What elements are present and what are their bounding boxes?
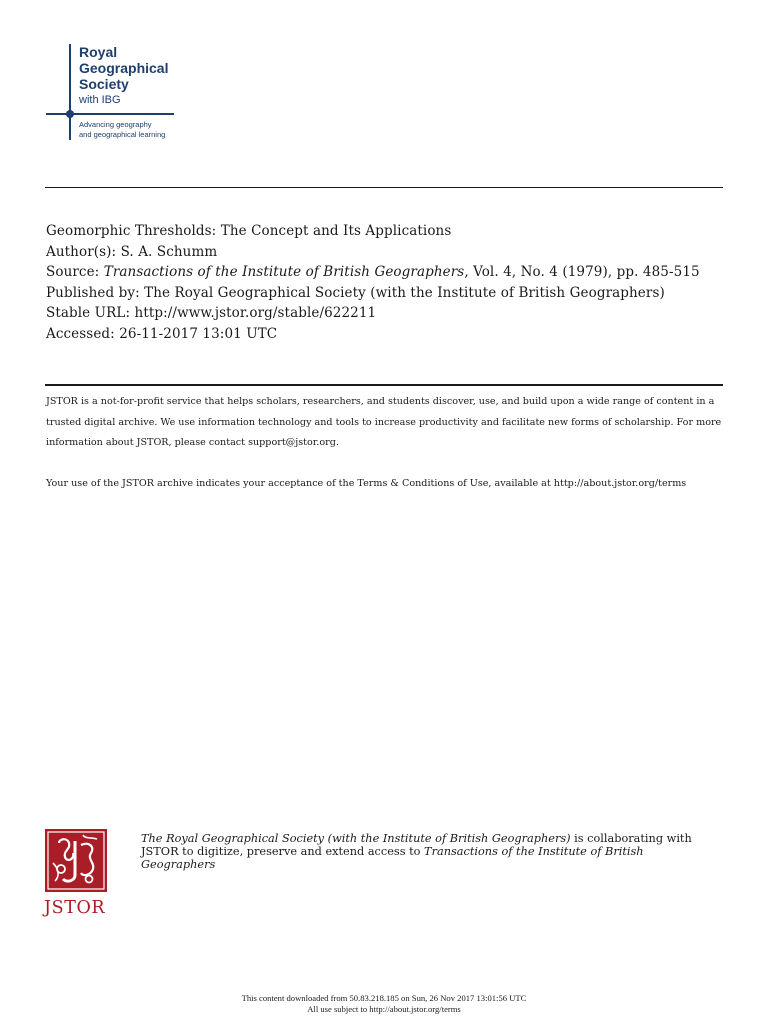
- article-title: Geomorphic Thresholds: The Concept and Its Applications: [46, 223, 452, 239]
- logo-name-line1: Royal: [79, 44, 118, 60]
- download-footer: [0, 993, 768, 1014]
- logo-name-line3: Society: [79, 76, 129, 92]
- authors-label: Author(s):: [46, 243, 117, 260]
- logo-tagline-line2: and geographical learning: [79, 130, 166, 139]
- collab-publisher: The Royal Geographical Society (with the Institute of British Geographers): [141, 832, 571, 845]
- logo-name: [79, 44, 168, 92]
- logo-tagline-line1: Advancing geography: [79, 120, 152, 129]
- published-label: Published by:: [46, 284, 140, 301]
- citation-block: [46, 221, 726, 345]
- jstor-wordmark: JSTOR: [44, 898, 106, 918]
- published-line: [46, 283, 726, 304]
- collab-journal: Transactions of the Institute of British Geographers: [141, 844, 644, 871]
- accessed-value: 26-11-2017 13:01 UTC: [119, 325, 278, 342]
- jstor-notice: [46, 392, 726, 495]
- source-line: [46, 262, 726, 283]
- rgs-logo: [46, 42, 186, 142]
- bottom-divider: [45, 384, 723, 386]
- jstor-emblem-icon: [45, 829, 107, 892]
- notice-paragraph-2: Your use of the JSTOR archive indicates your acceptance of the Terms & Conditions of Use, available at http://about.jstor.org/terms: [46, 478, 687, 490]
- source-journal: Transactions of the Institute of British Geographers: [103, 264, 465, 281]
- authors-line: [46, 242, 726, 263]
- stable-url-line: [46, 303, 726, 324]
- top-divider: [45, 187, 723, 188]
- logo-dot: [66, 110, 74, 118]
- accessed-line: [46, 324, 726, 345]
- notice-paragraph-1: JSTOR is a not-for-profit service that helps scholars, researchers, and students discover, use, and build upon a wide range of content in a trusted digital archive. We use information technology and tools to increase productivity and facilitate new forms of scholarship. For more information about JSTOR, please contact support@jstor.org.: [46, 396, 722, 449]
- footer-line-1: This content downloaded from 50.83.218.185 on Sun, 26 Nov 2017 13:01:56 UTC: [241, 993, 527, 1003]
- logo-tagline: [79, 120, 165, 140]
- footer-line-2: All use subject to http://about.jstor.org/terms: [307, 1003, 461, 1014]
- authors-value: S. A. Schumm: [120, 243, 218, 260]
- logo-with-ibg: with IBG: [79, 94, 121, 106]
- source-label: Source:: [46, 264, 100, 281]
- logo-name-line2: Geographical: [79, 60, 169, 76]
- logo-vertical-line: [69, 44, 71, 140]
- stable-url-label: Stable URL:: [46, 305, 131, 322]
- accessed-label: Accessed:: [46, 325, 115, 342]
- published-value: The Royal Geographical Society (with the Institute of British Geographers): [144, 284, 665, 301]
- collab-text: is collaborating with JSTOR to digitize, preserve and extend access to: [141, 832, 692, 858]
- collaboration-statement: [141, 833, 701, 871]
- source-details: , Vol. 4, No. 4 (1979), pp. 485-515: [464, 264, 700, 281]
- stable-url-link[interactable]: http://www.jstor.org/stable/622211: [134, 305, 377, 322]
